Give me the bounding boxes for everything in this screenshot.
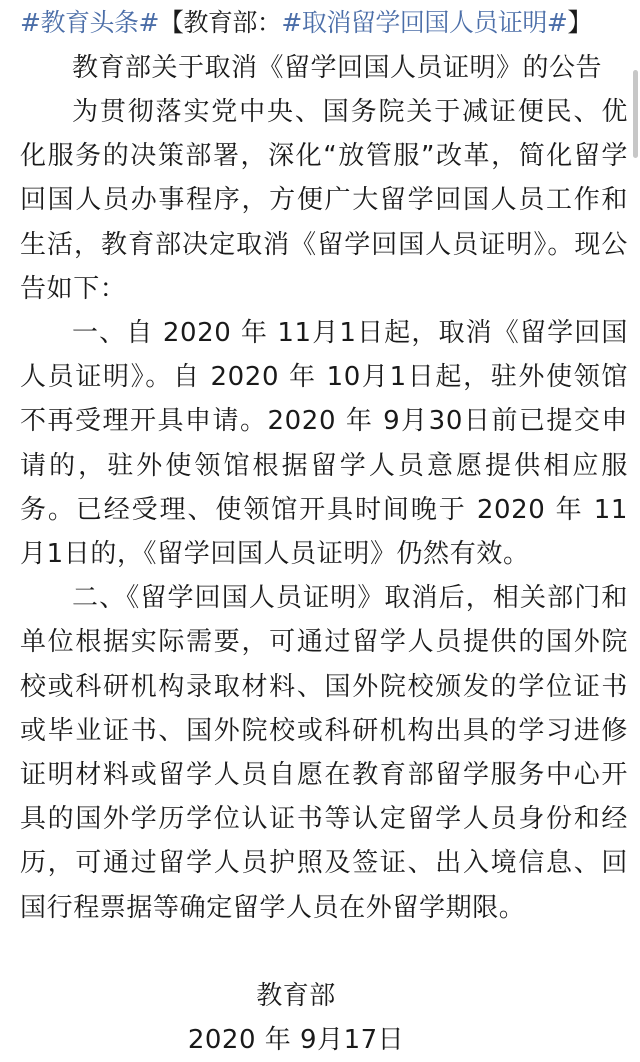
notice-paragraph-intro: 为贯彻落实党中央、国务院关于减证便民、优化服务的决策部署，深化“放管服”改革，简化留学回国人员办事程序，方便广大留学回国人员工作和生活，教育部决定取消《留学回国人员证明》。现公告如下：: [20, 97, 628, 304]
post-headline: [20, 0, 628, 46]
notice-paragraph-one: 一、自 2020 年 11月1日起，取消《留学回国人员证明》。自 2020 年 10月1日起，驻外使领馆不再受理开具申请。2020 年 9月30日前已提交申请的，驻外使领馆根据留学人员意愿提供相应服务。已经受理、使领馆开具时间晚于 2020 年 11月1日的，《留学回国人员证明》仍然有效。: [20, 318, 628, 570]
headline-bracket-open: 【教育部：: [158, 8, 282, 37]
hashtag-cancel-certificate[interactable]: #取消留学回国人员证明#: [281, 8, 568, 37]
notice-date: 2020 年 9月17日: [187, 1024, 405, 1055]
notice-title: 教育部关于取消《留学回国人员证明》的公告: [72, 53, 603, 83]
notice-paragraph-two: 二、《留学回国人员证明》取消后，相关部门和单位根据实际需要，可通过留学人员提供的国外院校或科研机构录取材料、国外院校颁发的学位证书或毕业证书、国外院校或科研机构出具的学习进修证明材料或留学人员自愿在教育部留学服务中心开具的国外学历学位认证书等认定留学人员身份和经历，可通过留学人员护照及签证、出入境信息、回国行程票据等确定留学人员在外留学期限。: [20, 583, 628, 923]
notice-signature: 教育部: [256, 980, 336, 1011]
scrollbar-thumb[interactable]: [633, 70, 638, 158]
headline-bracket-close: 】: [567, 8, 592, 37]
signature-spacer: [20, 930, 628, 974]
hashtag-education-headlines[interactable]: #教育头条#: [20, 8, 159, 37]
